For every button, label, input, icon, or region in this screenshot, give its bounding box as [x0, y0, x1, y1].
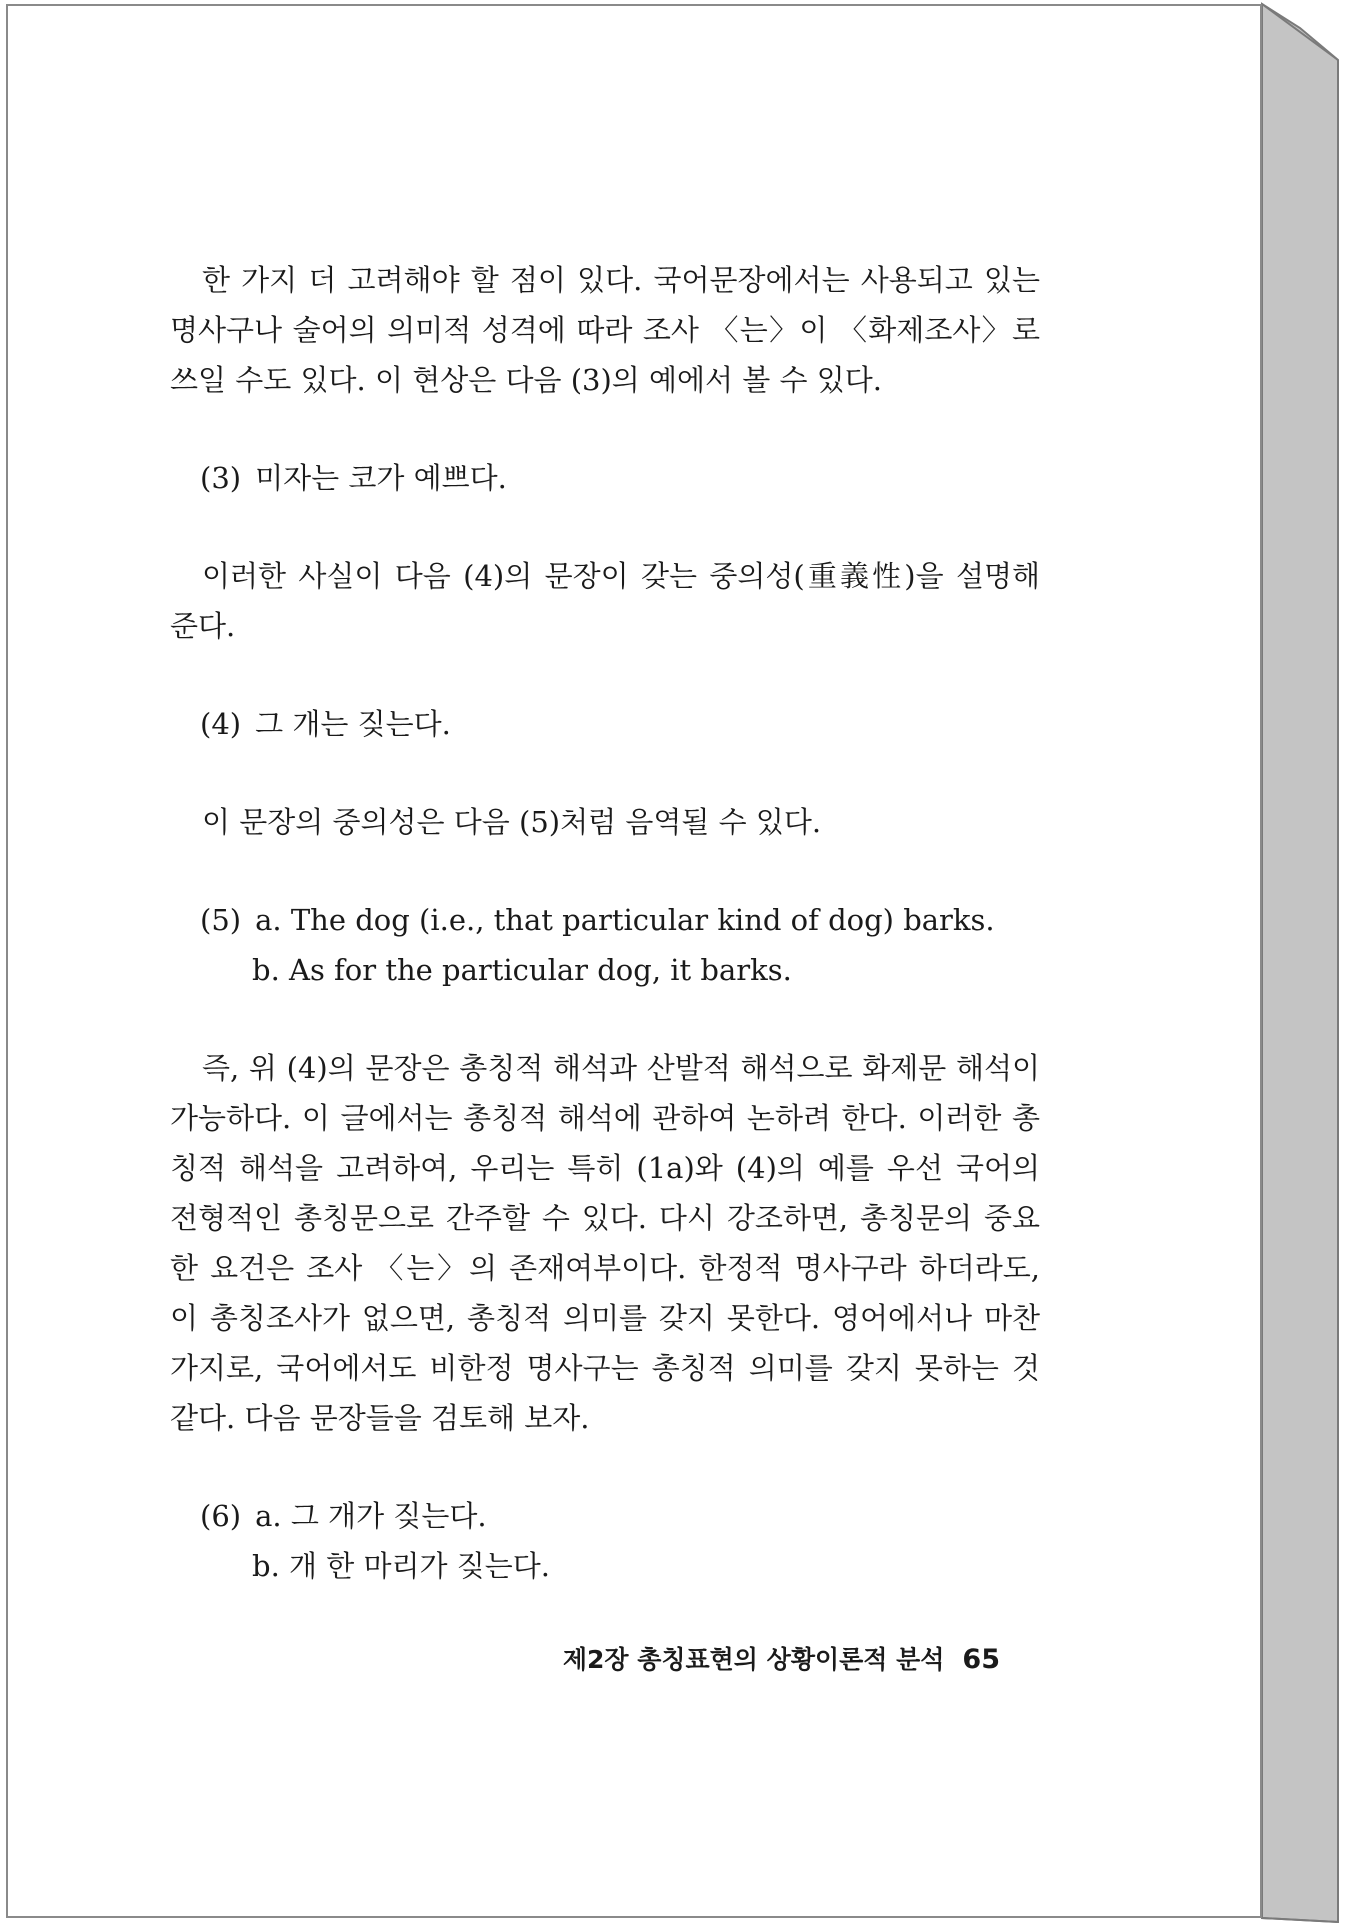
- paragraph-2: 이러한 사실이 다음 (4)의 문장이 갖는 중의성(重義性)을 설명해 준다.: [170, 559, 1040, 643]
- example-4-text: 그 개는 짖는다.: [255, 707, 451, 741]
- example-5: [170, 895, 1040, 995]
- example-5-label: (5): [200, 903, 242, 937]
- example-3: [170, 453, 1040, 503]
- example-3-label: (3): [200, 461, 242, 495]
- running-head: 제2장 총칭표현의 상황이론적 분석: [562, 1645, 945, 1674]
- example-4: [170, 699, 1040, 749]
- example-6: [170, 1491, 1040, 1591]
- example-6-label: (6): [200, 1499, 242, 1533]
- example-6b: b. 개 한 마리가 짖는다.: [252, 1549, 550, 1583]
- paragraph-3: 이 문장의 중의성은 다음 (5)처럼 음역될 수 있다.: [202, 805, 822, 839]
- example-5a: a. The dog (i.e., that particular kind of dog) barks.: [255, 903, 995, 937]
- example-6a: a. 그 개가 짖는다.: [255, 1499, 487, 1533]
- page-body: [170, 255, 1040, 1591]
- example-3-text: 미자는 코가 예쁘다.: [255, 461, 507, 495]
- page-number: 65: [962, 1644, 1000, 1675]
- example-4-label: (4): [200, 707, 242, 741]
- page-footer: [170, 1640, 1000, 1676]
- example-5b: b. As for the particular dog, it barks.: [252, 953, 792, 987]
- paragraph-4: 즉, 위 (4)의 문장은 총칭적 해석과 산발적 해석으로 화제문 해석이 가능하다. 이 글에서는 총칭적 해석에 관하여 논하려 한다. 이러한 총칭적 해석을 고려하여, 우리는 특히 (1a)와 (4)의 예를 우선 국어의 전형적인 총칭문으로 간주할 수 있다. 다시 강조하면, 총칭문의 중요한 요건은 조사 〈는〉의 존재여부이다. 한정적 명사구라 하더라도, 이 총칭조사가 없으면, 총칭적 의미를 갖지 못한다. 영어에서나 마찬가지로, 국어에서도 비한정 명사구는 총칭적 의미를 갖지 못하는 것 같다. 다음 문장들을 검토해 보자.: [170, 1051, 1040, 1435]
- paragraph-1: 한 가지 더 고려해야 할 점이 있다. 국어문장에서는 사용되고 있는 명사구나 술어의 의미적 성격에 따라 조사 〈는〉이 〈화제조사〉로 쓰일 수도 있다. 이 현상은 다음 (3)의 예에서 볼 수 있다.: [170, 263, 1040, 397]
